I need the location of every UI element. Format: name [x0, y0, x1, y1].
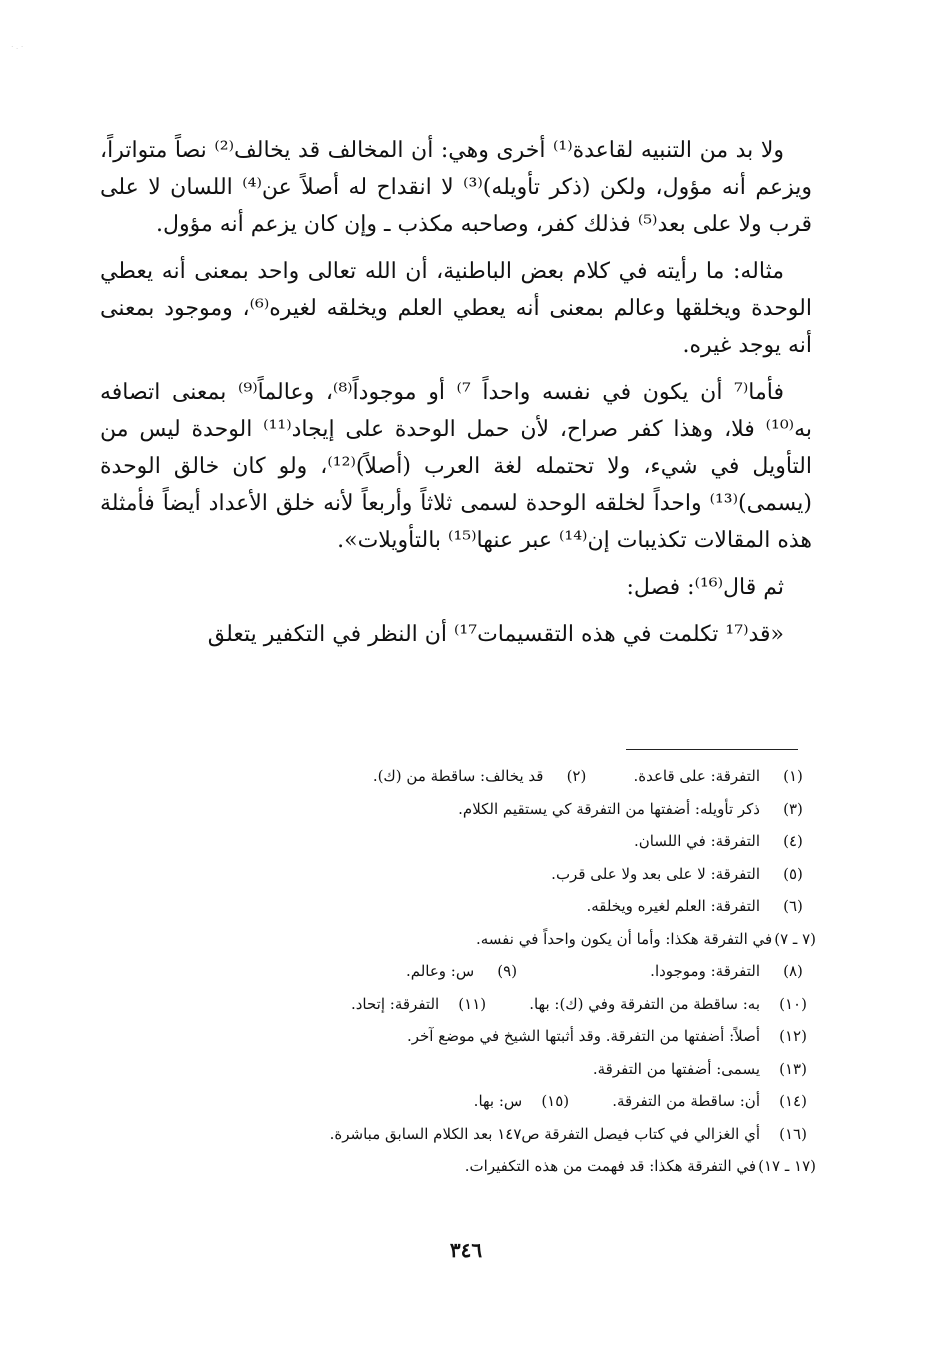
footnote-number: (١٢) — [779, 1027, 807, 1045]
footnote-row — [160, 955, 816, 988]
footnote-row — [160, 858, 816, 891]
footnote-separator — [626, 749, 798, 750]
footnote-text: التفرقة: على قاعدة. — [633, 767, 760, 785]
footnote-number: (٤) — [783, 832, 803, 850]
footnote-text: أصلاً: أضفتها من التفرقة. وقد أثبتها الشيخ في موضع آخر. — [406, 1027, 760, 1045]
footnote-text: أن: ساقطة من التفرقة. — [612, 1092, 760, 1110]
scan-speck: ·.· — [11, 44, 26, 51]
footnote-number: (٣) — [783, 799, 803, 818]
footnote-row — [160, 1085, 816, 1118]
footnote-row — [160, 1020, 816, 1053]
footnote-number: (١٤) — [779, 1092, 807, 1110]
footnote-number: (١٣) — [779, 1059, 807, 1078]
footnote-text: ذكر تأويله: أضفتها من التفرقة كي يستقيم الكلام. — [458, 799, 760, 818]
footnote-text: س: وعالم. — [405, 962, 475, 980]
footnote-text: التفرقة: في اللسان. — [633, 832, 760, 850]
footnotes — [160, 760, 816, 1183]
footnote-row — [160, 923, 816, 956]
footnote-text: يسمى: أضفتها من التفرقة. — [592, 1059, 760, 1078]
footnote-text: التفرقة: إتحاد. — [350, 994, 440, 1013]
footnote-row — [160, 825, 816, 858]
footnote-text: التفرقة: وموجودا. — [650, 962, 760, 980]
footnote-number: (٦) — [783, 897, 803, 915]
footnote-text: س: بها. — [473, 1092, 523, 1110]
footnote-number: (١٧ ـ ١٧) — [758, 1157, 816, 1175]
paragraph-1: ولا بد من التنبيه لقاعدة⁽¹⁾ أخرى وهي: أن المخالف قد يخالف⁽²⁾ نصاً متواتراً، ويزعم أنه مؤول، ولكن (ذكر تأويله)⁽³⁾ لا انقداح له أصلاً عن⁽⁴⁾ اللسان لا على قرب ولا على بعد⁽⁵⁾ فذلك كفر، وصاحبه مكذب ـ وإن كان يزعم أنه مؤول. — [100, 138, 812, 237]
footnote-row — [160, 890, 816, 923]
footnote-number: (١) — [783, 767, 803, 785]
footnote-row — [160, 1118, 816, 1151]
footnote-number: (٢) — [566, 767, 587, 785]
footnote-text: في التفرقة هكذا: وأما أن يكون واحداً في نفسه. — [475, 929, 773, 948]
paragraph-2: مثاله: ما رأيته في كلام بعض الباطنية، أن الله تعالى واحد بمعنى أنه يعطي الوحدة ويخلقها وعالم بمعنى أنه يعطي العلم ويخلقه لغيره⁽⁶⁾، وموجود بمعنى أنه يوجد غيره. — [100, 259, 812, 358]
footnote-number: (٧ ـ ٧) — [774, 929, 816, 948]
footnote-text: التفرقة: لا على بعد ولا على قرب. — [551, 864, 760, 883]
footnote-row — [160, 793, 816, 826]
footnote-number: (٩) — [497, 962, 518, 980]
footnote-number: (١١) — [458, 994, 487, 1013]
footnote-text: التفرقة: العلم لغيره ويخلقه. — [586, 897, 760, 915]
footnote-row — [160, 1150, 816, 1183]
footnote-number: (١٦) — [779, 1124, 807, 1143]
main-text — [100, 132, 812, 663]
footnote-row — [160, 988, 816, 1021]
page-number: ٣٤٦ — [449, 1238, 483, 1262]
paragraph-4: «قد⁽¹⁷ تكلمت في هذه التقسيمات¹⁷⁾ أن النظر في التكفير يتعلق — [207, 622, 784, 647]
footnote-text: به: ساقطة من التفرقة وفي (ك): بها. — [529, 994, 760, 1013]
footnote-number: (٨) — [783, 962, 803, 980]
footnote-row — [160, 760, 816, 793]
footnote-text: في التفرقة هكذا: قد فهمت من هذه التكفيرات. — [464, 1157, 757, 1175]
footnote-text: قد يخالف: ساقطة من (ك). — [372, 767, 544, 785]
section-heading: ثم قال⁽¹⁶⁾: فصل: — [626, 575, 784, 600]
footnote-number: (١٥) — [541, 1092, 570, 1110]
footnote-text: أي الغزالي في كتاب فيصل التفرقة ص١٤٧ بعد الكلام السابق مباشرة. — [329, 1124, 760, 1143]
footnote-number: (٥) — [783, 864, 803, 883]
footnote-row — [160, 1053, 816, 1086]
footnote-number: (١٠) — [779, 994, 807, 1013]
paragraph-3: فأما⁽⁷ أن يكون في نفسه واحداً ⁷⁾ أو موجوداً⁽⁸⁾، وعالماً⁽⁹⁾ بمعنى اتصافه به⁽¹⁰⁾ فلا، وهذا كفر صراح، لأن حمل الوحدة على إيجاد⁽¹¹⁾ الوحدة ليس من التأويل في شيء، ولا تحتمله لغة العرب (أصلاً)⁽¹²⁾، ولو كان خالق الوحدة (يسمى)⁽¹³⁾ واحداً لخلقه الوحدة لسمى ثلاثاً وأربعاً لأنه خلق الأعداد أيضاً فأمثلة هذه المقالات تكذيبات إن⁽¹⁴⁾ عبر عنها⁽¹⁵⁾ بالتأويلات». — [100, 380, 812, 553]
